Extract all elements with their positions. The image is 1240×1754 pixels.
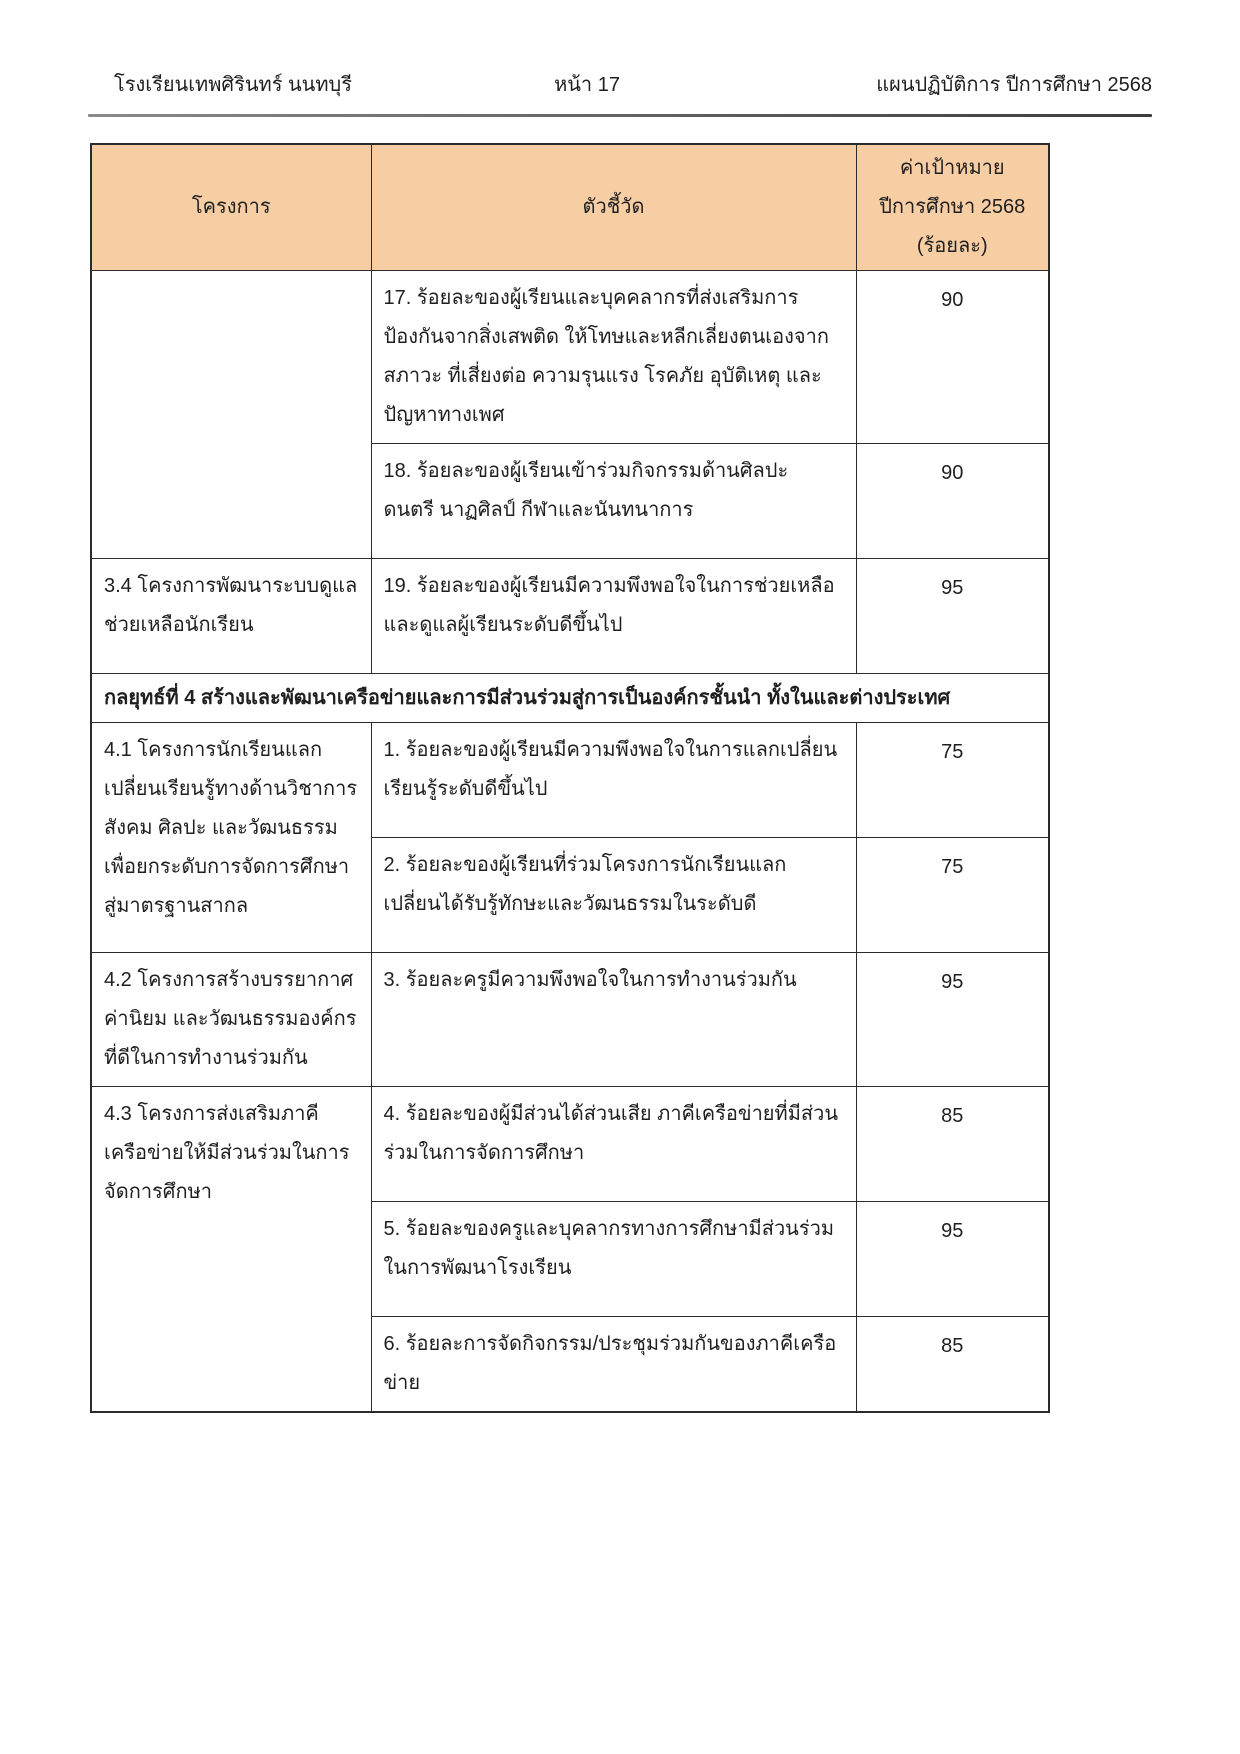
target-cell: 95 bbox=[856, 559, 1049, 674]
indicator-cell: 6. ร้อยละการจัดกิจกรรม/ประชุมร่วมกันของภาคีเครือข่าย bbox=[371, 1317, 856, 1413]
table-row-strategy-4 bbox=[91, 674, 1049, 723]
project-cell: 3.4 โครงการพัฒนาระบบดูแลช่วยเหลือนักเรียน bbox=[91, 559, 371, 674]
page-header bbox=[88, 68, 1152, 100]
table-row-project-4-1 bbox=[91, 723, 1049, 838]
indicator-cell: 17. ร้อยละของผู้เรียนและบุคคลากรที่ส่งเสริมการป้องกันจากสิ่งเสพติด ให้โทษและหลีกเลี่ยงตนเองจากสภาวะ ที่เสี่ยงต่อ ความรุนแรง โรคภัย อุบัติเหตุ และปัญหาทางเพศ bbox=[371, 271, 856, 444]
project-cell: 4.1 โครงการนักเรียนแลกเปลี่ยนเรียนรู้ทางด้านวิชาการ สังคม ศิลปะ และวัฒนธรรมเพื่อยกระดับการจัดการศึกษาสู่มาตรฐานสากล bbox=[91, 723, 371, 953]
target-cell: 75 bbox=[856, 838, 1049, 953]
strategy-4-label: กลยุทธ์ที่ 4 สร้างและพัฒนาเครือข่ายและการมีส่วนร่วมสู่การเป็นองค์กรชั้นนำ ทั้งในและต่างประเทศ bbox=[91, 674, 1049, 723]
plan-table bbox=[90, 143, 1050, 1413]
project-cell: 4.2 โครงการสร้างบรรยากาศ ค่านิยม และวัฒนธรรมองค์กรที่ดีในการทำงานร่วมกัน bbox=[91, 953, 371, 1087]
school-name: โรงเรียนเทพศิรินทร์ นนทบุรี bbox=[114, 74, 352, 96]
indicator-cell: 19. ร้อยละของผู้เรียนมีความพึงพอใจในการช่วยเหลือและดูแลผู้เรียนระดับดีขึ้นไป bbox=[371, 559, 856, 674]
table-row-project-3-4 bbox=[91, 559, 1049, 674]
indicator-cell: 5. ร้อยละของครูและบุคลากรทางการศึกษามีส่วนร่วมในการพัฒนาโรงเรียน bbox=[371, 1202, 856, 1317]
table-row-project-4-2 bbox=[91, 953, 1049, 1087]
target-cell: 85 bbox=[856, 1317, 1049, 1413]
col-header-target bbox=[856, 144, 1049, 271]
target-cell: 75 bbox=[856, 723, 1049, 838]
target-cell: 90 bbox=[856, 444, 1049, 559]
target-cell: 90 bbox=[856, 271, 1049, 444]
table-header-row bbox=[91, 144, 1049, 271]
indicator-cell: 4. ร้อยละของผู้มีส่วนได้ส่วนเสีย ภาคีเครือข่ายที่มีส่วนร่วมในการจัดการศึกษา bbox=[371, 1087, 856, 1202]
target-cell: 95 bbox=[856, 953, 1049, 1087]
target-header-line-1: ค่าเป้าหมาย bbox=[899, 157, 1005, 179]
indicator-cell: 1. ร้อยละของผู้เรียนมีความพึงพอใจในการแลกเปลี่ยนเรียนรู้ระดับดีขึ้นไป bbox=[371, 723, 856, 838]
project-cell: 4.3 โครงการส่งเสริมภาคีเครือข่ายให้มีส่วนร่วมในการจัดการศึกษา bbox=[91, 1087, 371, 1413]
indicator-cell: 18. ร้อยละของผู้เรียนเข้าร่วมกิจกรรมด้านศิลปะ ดนตรี นาฏศิลป์ กีฬาและนันทนาการ bbox=[371, 444, 856, 559]
project-cell-empty bbox=[91, 271, 371, 559]
col-header-project: โครงการ bbox=[91, 144, 371, 271]
indicator-cell: 3. ร้อยละครูมีความพึงพอใจในการทำงานร่วมกัน bbox=[371, 953, 856, 1087]
doc-title: แผนปฏิบัติการ ปีการศึกษา 2568 bbox=[876, 74, 1153, 96]
target-header-line-2: ปีการศึกษา 2568 bbox=[879, 196, 1026, 218]
table-row-project-4-3 bbox=[91, 1087, 1049, 1202]
target-header-line-3: (ร้อยละ) bbox=[916, 235, 988, 257]
target-cell: 95 bbox=[856, 1202, 1049, 1317]
header-rule bbox=[88, 114, 1152, 117]
page-number: หน้า 17 bbox=[554, 74, 620, 96]
col-header-indicator: ตัวชี้วัด bbox=[371, 144, 856, 271]
table-row-indicator-17 bbox=[91, 271, 1049, 444]
indicator-cell: 2. ร้อยละของผู้เรียนที่ร่วมโครงการนักเรียนแลกเปลี่ยนได้รับรู้ทักษะและวัฒนธรรมในระดับดี bbox=[371, 838, 856, 953]
target-cell: 85 bbox=[856, 1087, 1049, 1202]
